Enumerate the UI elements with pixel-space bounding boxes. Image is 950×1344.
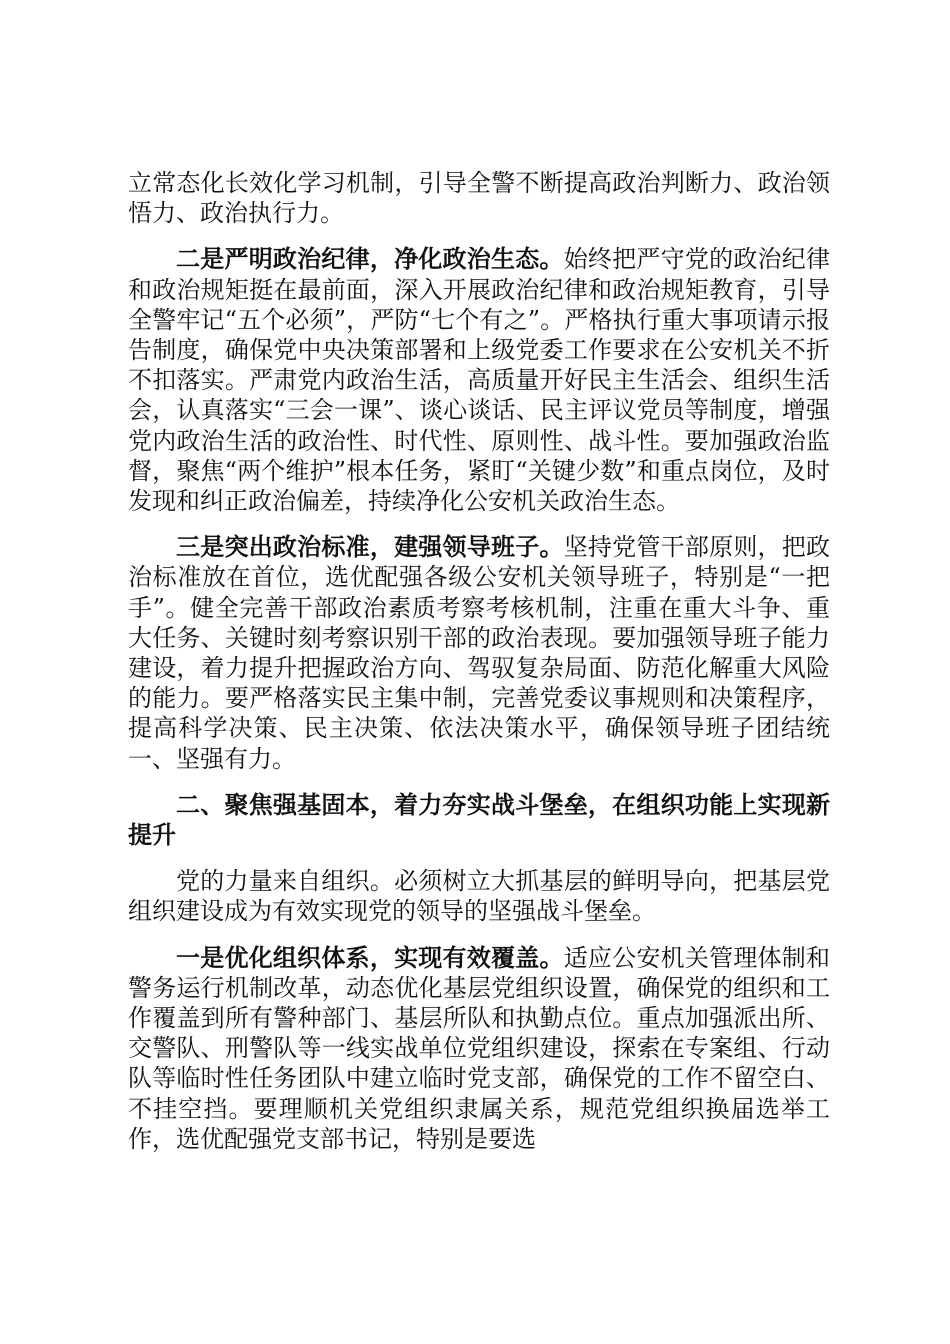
paragraph-continuation <box>128 168 830 228</box>
paragraph-text: 始终把严守党的政治纪律和政治规矩挺在最前面，深入开展政治纪律和政治规矩教育，引导全警牢记“五个必须”，严防“七个有之”。严格执行重大事项请示报告制度，确保党中央决策部署和上级党委工作要求在公安机关不折不扣落实。严肃党内政治生活，高质量开好民主生活会、组织生活会，认真落实“三会一课”、谈心谈话、民主评议党员等制度，增强党内政治生活的政治性、时代性、原则性、战斗性。要加强政治监督，聚焦“两个维护”根本任务，紧盯“关键少数”和重点岗位，及时发现和纠正政治偏差，持续净化公安机关政治生态。 <box>128 245 831 516</box>
paragraph-organization-system <box>128 943 830 1154</box>
paragraph-text: 立常态化长效化学习机制，引导全警不断提高政治判断力、政治领悟力、政治执行力。 <box>128 169 830 228</box>
paragraph-text: 坚持党管干部原则，把政治标准放在首位，选优配强各级公安机关领导班子，特别是“一把手”。健全完善干部政治素质考察考核机制，注重在重大斗争、重大任务、关键时刻考察识别干部的政治表现。要加强领导班子能力建设，着力提升把握政治方向、驾驭复杂局面、防范化解重大风险的能力。要严格落实民主集中制，完善党委议事规则和决策程序，提高科学决策、民主决策、依法决策水平，确保领导班子团结统一、坚强有力。 <box>128 533 831 773</box>
paragraph-lead: 三是突出政治标准，建强领导班子。 <box>176 532 564 562</box>
paragraph-lead: 二是严明政治纪律，净化政治生态。 <box>176 244 564 274</box>
section-heading: 二、聚焦强基固本，着力夯实战斗堡垒，在组织功能上实现新提升 <box>128 789 830 850</box>
paragraph-political-standard <box>128 532 830 774</box>
paragraph-text: 党的力量来自组织。必须树立大抓基层的鲜明导向，把基层党组织建设成为有效实现党的领导的坚强战斗堡垒。 <box>128 867 830 926</box>
paragraph-organization-intro <box>128 866 830 926</box>
paragraph-political-discipline <box>128 244 830 516</box>
paragraph-text: 适应公安机关管理体制和警务运行机制改革，动态优化基层党组织设置，确保党的组织和工作覆盖到所有警种部门、基层所队和执勤点位。重点加强派出所、交警队、刑警队等一线实战单位党组织建设，探索在专案组、行动队等临时性任务团队中建立临时党支部，确保党的工作不留空白、不挂空挡。要理顺机关党组织隶属关系，规范党组织换届选举工作，选优配强党支部书记，特别是要选 <box>128 943 831 1153</box>
document-page <box>128 168 830 1170</box>
paragraph-lead: 一是优化组织体系，实现有效覆盖。 <box>176 942 564 972</box>
